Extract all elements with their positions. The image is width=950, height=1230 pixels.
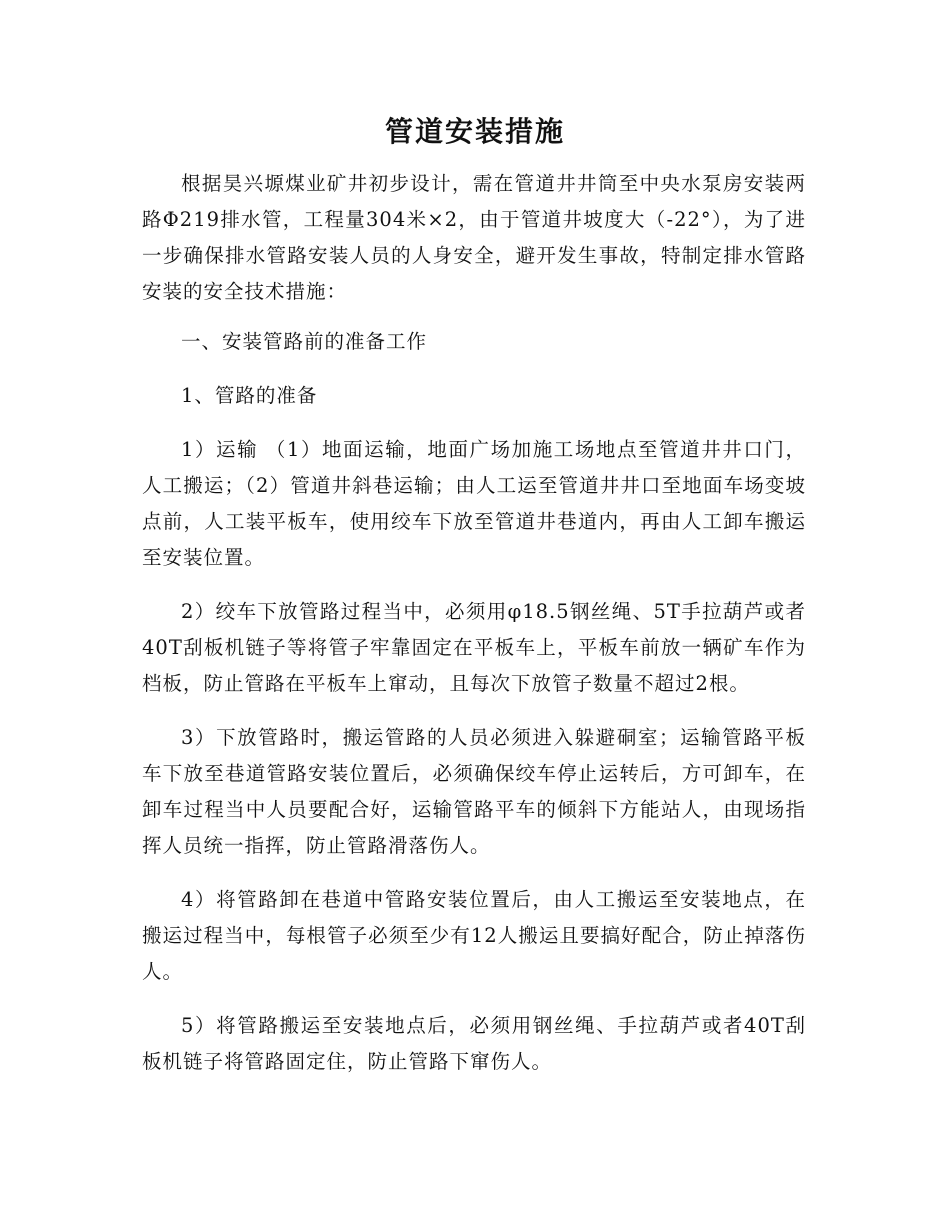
item-paragraph-3: 3）下放管路时，搬运管路的人员必须进入躲避硐室；运输管路平板车下放至巷道管路安装位置后，必须确保绞车停止运转后，方可卸车，在卸车过程当中人员要配合好，运输管路平车的倾斜下方能站人，由现场指挥人员统一指挥，防止管路滑落伤人。 [142,726,806,857]
item-paragraph-4: 4）将管路卸在巷道中管路安装位置后，由人工搬运至安装地点，在搬运过程当中，每根管子必须至少有12人搬运且要搞好配合，防止掉落伤人。 [142,888,806,983]
document-title: 管道安装措施 [384,115,565,148]
intro-paragraph: 根据昊兴塬煤业矿井初步设计，需在管道井井筒至中央水泵房安装两路Φ219排水管，工程量304米×2，由于管道井坡度大（-22°），为了进一步确保排水管路安装人员的人身安全，避开发生事故，特制定排水管路安装的安全技术措施： [142,172,806,303]
item-paragraph-5: 5）将管路搬运至安装地点后，必须用钢丝绳、手拉葫芦或者40T刮板机链子将管路固定住，防止管路下窜伤人。 [142,1014,806,1073]
document-body [142,166,806,1098]
item-paragraph-1: 1）运输 （1）地面运输，地面广场加施工场地点至管道井井口门，人工搬运；（2）管道井斜巷运输；由人工运至管道井井口至地面车场变坡点前，人工装平板车，使用绞车下放至管道井巷道内，再由人工卸车搬运至安装位置。 [142,438,806,569]
section-heading: 一、安装管路前的准备工作 [181,330,428,353]
item-paragraph-2: 2）绞车下放管路过程当中，必须用φ18.5钢丝绳、5T手拉葫芦或者40T刮板机链子等将管子牢靠固定在平板车上，平板车前放一辆矿车作为档板，防止管路在平板车上窜动，且每次下放管子数量不超过2根。 [142,600,806,695]
subsection-heading: 1、管路的准备 [181,384,318,407]
